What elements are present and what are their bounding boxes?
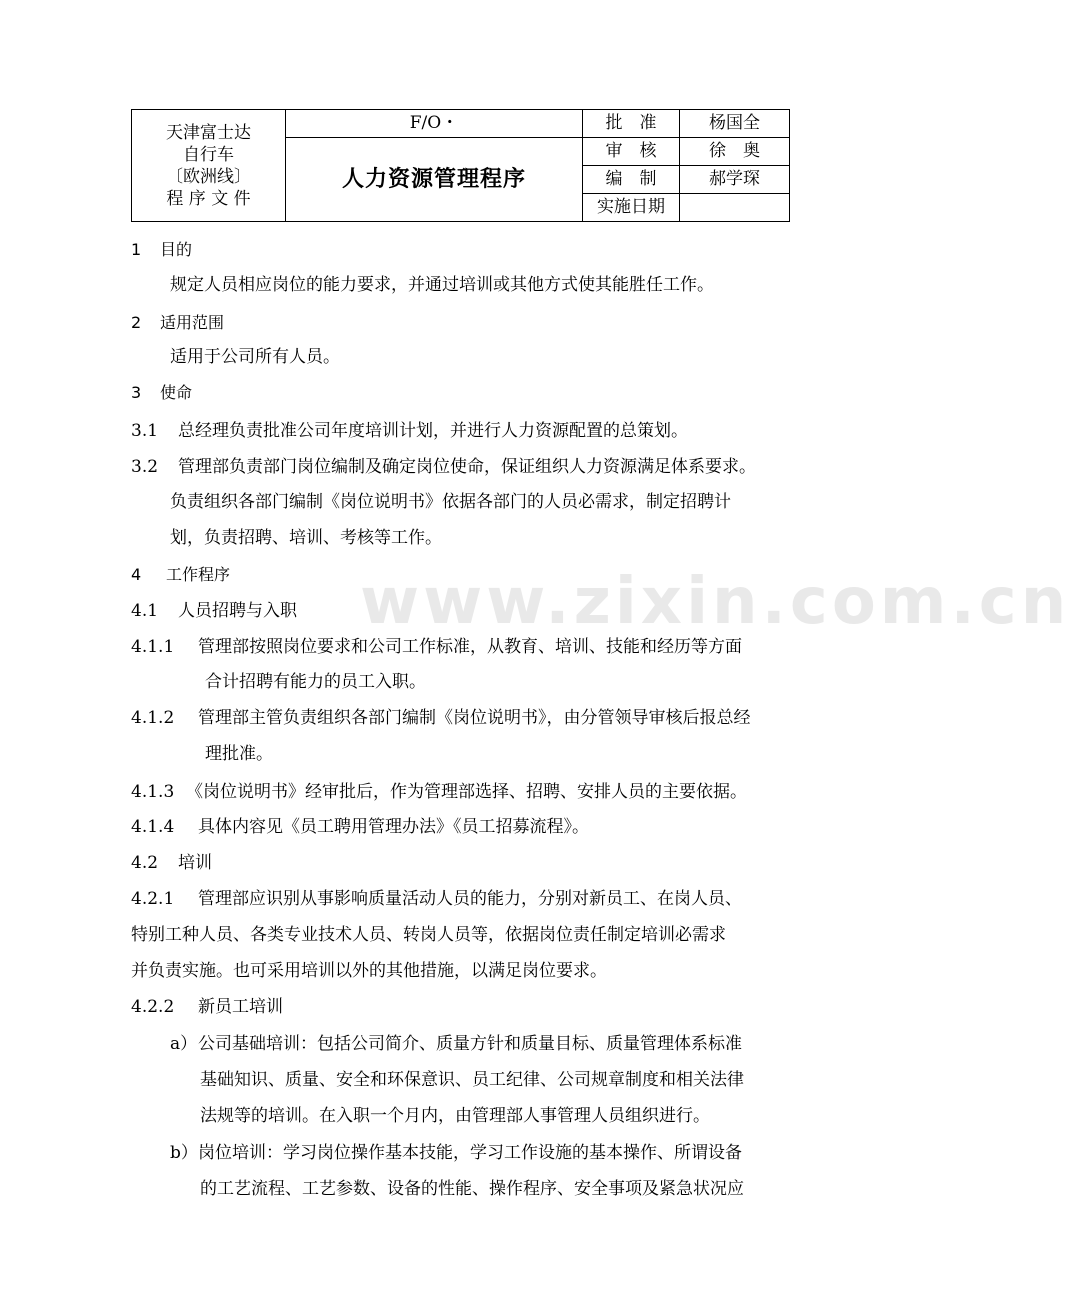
item-4-1-2-text-line-1: 管理部主管负责组织各部门编制《岗位说明书》，由分管领导审核后报总经 bbox=[198, 708, 751, 728]
prepare-value: 郝学琛 bbox=[680, 166, 790, 194]
item-4-1-1-text-line-1: 管理部按照岗位要求和公司工作标准，从教育、培训、技能和经历等方面 bbox=[198, 637, 742, 657]
section-4-number: 4 bbox=[131, 565, 142, 584]
form-code: F/O・ bbox=[286, 110, 583, 138]
item-4-1-2 bbox=[131, 706, 751, 730]
section-2-heading bbox=[131, 311, 224, 335]
item-3-2-text-line-3: 划，负责招聘、培训、考核等工作。 bbox=[170, 528, 442, 548]
item-3-1 bbox=[131, 419, 688, 443]
item-4-1-1-text-line-2: 合计招聘有能力的员工入职。 bbox=[205, 672, 426, 692]
document-type: 程 序 文 件 bbox=[166, 188, 251, 209]
effective-date-value bbox=[680, 194, 790, 222]
item-4-2-2-number: 4.2.2 bbox=[131, 997, 175, 1017]
item-4-2 bbox=[131, 851, 212, 875]
item-4-1-number: 4.1 bbox=[131, 601, 159, 621]
section-3-title: 使命 bbox=[160, 383, 193, 402]
item-3-2-text-line-2: 负责组织各部门编制《岗位说明书》依据各部门的人员必需求，制定招聘计 bbox=[170, 492, 731, 512]
section-4-heading bbox=[131, 563, 230, 587]
prepare-label: 编 制 bbox=[583, 166, 680, 194]
item-4-1-2-number: 4.1.2 bbox=[131, 708, 175, 728]
company-product: 自行车 bbox=[183, 144, 234, 165]
item-4-2-2 bbox=[131, 995, 283, 1019]
list-item-a-line-1: 公司基础培训：包括公司简介、质量方针和质量目标、质量管理体系标准 bbox=[198, 1034, 742, 1054]
item-4-1 bbox=[131, 599, 297, 623]
item-4-2-2-text: 新员工培训 bbox=[198, 997, 283, 1017]
item-4-1-text: 人员招聘与入职 bbox=[178, 601, 297, 621]
item-4-1-1-number: 4.1.1 bbox=[131, 637, 175, 657]
item-3-2-number: 3.2 bbox=[131, 457, 159, 477]
section-4-title: 工作程序 bbox=[166, 565, 231, 584]
section-2-number: 2 bbox=[131, 313, 142, 332]
approve-value: 杨国全 bbox=[680, 110, 790, 138]
item-4-2-text: 培训 bbox=[178, 853, 212, 873]
list-item-a-marker: a） bbox=[170, 1034, 198, 1054]
list-item-b-line-2: 的工艺流程、工艺参数、设备的性能、操作程序、安全事项及紧急状况应 bbox=[200, 1179, 744, 1199]
section-1-heading bbox=[131, 238, 192, 262]
company-name: 天津富士达 bbox=[166, 122, 251, 143]
item-4-2-1-number: 4.2.1 bbox=[131, 889, 175, 909]
section-3-number: 3 bbox=[131, 383, 142, 402]
item-3-1-text: 总经理负责批准公司年度培训计划，并进行人力资源配置的总策划。 bbox=[178, 421, 688, 441]
item-4-1-4-number: 4.1.4 bbox=[131, 817, 175, 837]
item-4-2-number: 4.2 bbox=[131, 853, 159, 873]
item-3-2 bbox=[131, 455, 756, 479]
list-item-b-line-1: 岗位培训：学习岗位操作基本技能，学习工作设施的基本操作、所谓设备 bbox=[198, 1143, 742, 1163]
watermark: www.zixin.com.cn bbox=[360, 565, 1070, 639]
item-4-1-4 bbox=[131, 815, 589, 839]
item-4-1-3-number: 4.1.3 bbox=[131, 782, 175, 802]
section-1-paragraph: 规定人员相应岗位的能力要求，并通过培训或其他方式使其能胜任工作。 bbox=[170, 275, 714, 295]
item-4-1-3-text: 《岗位说明书》经审批后，作为管理部选择、招聘、安排人员的主要依据。 bbox=[186, 782, 747, 802]
approve-label: 批 准 bbox=[583, 110, 680, 138]
effective-date-label: 实施日期 bbox=[583, 194, 680, 222]
company-line: 〔欧洲线〕 bbox=[166, 166, 251, 187]
item-4-2-1 bbox=[131, 887, 742, 911]
review-label: 审 核 bbox=[583, 138, 680, 166]
section-3-heading bbox=[131, 381, 192, 405]
item-4-1-1 bbox=[131, 635, 742, 659]
item-4-1-2-text-line-2: 理批准。 bbox=[205, 744, 273, 764]
item-4-2-1-text-line-3: 并负责实施。也可采用培训以外的其他措施，以满足岗位要求。 bbox=[131, 961, 607, 981]
section-1-number: 1 bbox=[131, 240, 142, 259]
review-value: 徐 奥 bbox=[680, 138, 790, 166]
section-2-title: 适用范围 bbox=[160, 313, 225, 332]
company-cell bbox=[132, 110, 286, 222]
item-4-2-1-text-line-1: 管理部应识别从事影响质量活动人员的能力，分别对新员工、在岗人员、 bbox=[198, 889, 742, 909]
document-header-table bbox=[131, 109, 790, 222]
section-2-paragraph: 适用于公司所有人员。 bbox=[170, 347, 340, 367]
item-4-2-1-text-line-2: 特别工种人员、各类专业技术人员、转岗人员等，依据岗位责任制定培训必需求 bbox=[131, 925, 726, 945]
item-4-1-3 bbox=[131, 780, 747, 804]
item-3-1-number: 3.1 bbox=[131, 421, 159, 441]
list-item-a-line-2: 基础知识、质量、安全和环保意识、员工纪律、公司规章制度和相关法律 bbox=[200, 1070, 744, 1090]
list-item-a bbox=[170, 1032, 742, 1056]
list-item-b-marker: b） bbox=[170, 1143, 198, 1163]
item-4-1-4-text: 具体内容见《员工聘用管理办法》《员工招募流程》。 bbox=[198, 817, 589, 837]
item-3-2-text-line-1: 管理部负责部门岗位编制及确定岗位使命，保证组织人力资源满足体系要求。 bbox=[178, 457, 756, 477]
section-1-title: 目的 bbox=[160, 240, 193, 259]
document-title: 人力资源管理程序 bbox=[286, 138, 583, 222]
list-item-b bbox=[170, 1141, 742, 1165]
list-item-a-line-3: 法规等的培训。在入职一个月内，由管理部人事管理人员组织进行。 bbox=[200, 1106, 710, 1126]
